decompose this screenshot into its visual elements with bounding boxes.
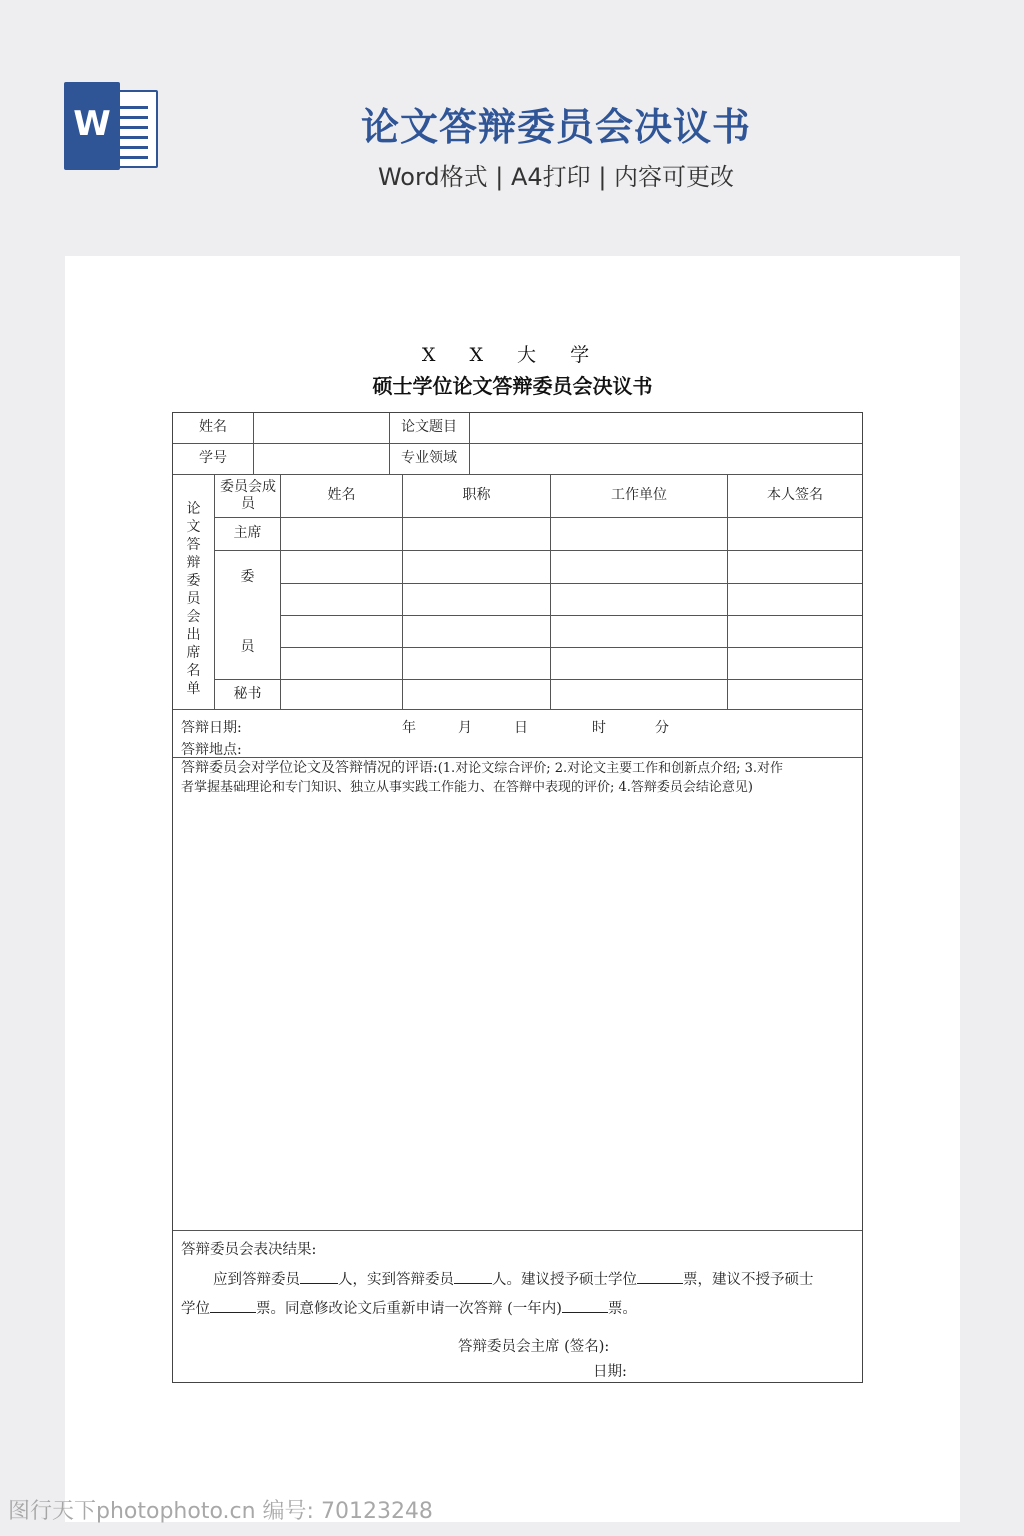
name-field[interactable] <box>254 413 389 443</box>
word-badge <box>64 82 120 170</box>
student-id-label: 学号 <box>199 450 227 467</box>
result-date-label: 日期: <box>593 1364 627 1380</box>
word-doc-icon <box>64 82 156 170</box>
column-header-title: 职称 <box>462 487 491 504</box>
date-year: 年 <box>402 720 416 736</box>
university-name: X X 大 学 <box>421 344 604 366</box>
blank-expected-members[interactable] <box>300 1271 338 1284</box>
comment-detail-2: 者掌握基础理论和专门知识、独立从事实践工作能力、在答辩中表现的评价; 4.答辩委员会结论意见) <box>181 780 753 795</box>
major-field[interactable] <box>470 444 862 474</box>
comment-detail-1: (1.对论文综合评价; 2.对论文主要工作和创新点介绍; 3.对作 <box>437 761 784 776</box>
blank-deny-votes[interactable] <box>210 1300 256 1313</box>
column-header-workplace: 工作单位 <box>611 487 667 504</box>
defense-location-label: 答辩地点: <box>181 742 242 758</box>
document-page <box>65 256 960 1522</box>
date-day: 日 <box>514 720 528 736</box>
role-member-2: 员 <box>240 639 255 656</box>
date-hour: 时 <box>592 720 606 736</box>
thesis-title-label: 论文题目 <box>401 419 457 436</box>
name-label: 姓名 <box>199 419 227 436</box>
word-letter: W <box>73 104 111 144</box>
page-title: 论文答辩委员会决议书 <box>360 105 751 149</box>
watermark-text: 图行天下photophoto.cn 编号: 70123248 <box>8 1499 433 1524</box>
role-chair: 主席 <box>233 525 262 542</box>
column-header-member: 委员会成员 <box>220 478 276 512</box>
comment-area[interactable] <box>173 805 862 1225</box>
major-label: 专业领域 <box>401 450 457 467</box>
defense-date-label: 答辩日期: <box>181 720 242 736</box>
resolution-form <box>172 412 863 1383</box>
date-month: 月 <box>458 720 472 736</box>
blank-present-members[interactable] <box>454 1271 492 1284</box>
column-header-name: 姓名 <box>327 487 356 504</box>
role-secretary: 秘书 <box>233 685 262 702</box>
blank-revise-votes[interactable] <box>562 1300 608 1313</box>
comment-lead: 答辩委员会对学位论文及答辩情况的评语: <box>181 760 438 776</box>
page-subtitle: Word格式 | A4打印 | 内容可更改 <box>377 163 735 191</box>
committee-comment <box>181 759 854 797</box>
chair-signature-label: 答辩委员会主席 (签名): <box>458 1339 610 1355</box>
role-member-1: 委 <box>240 569 255 586</box>
result-heading: 答辩委员会表决结果: <box>181 1242 317 1258</box>
date-minute: 分 <box>655 720 669 736</box>
result-line-2: 学位 票。同意修改论文后重新申请一次答辩 (一年内) 票。 <box>181 1301 637 1317</box>
thesis-title-field[interactable] <box>470 413 862 443</box>
result-line-1: 应到答辩委员 人，实到答辩委员 人。建议授予硕士学位 票，建议不授予硕士 <box>213 1272 814 1288</box>
document-title: 硕士学位论文答辩委员会决议书 <box>372 374 653 398</box>
committee-side-label: 论 文 答 辩 委 员 会 出 席 名 单 <box>186 501 201 697</box>
column-header-signature: 本人签名 <box>767 487 823 504</box>
blank-grant-votes[interactable] <box>637 1271 683 1284</box>
student-id-field[interactable] <box>254 444 389 474</box>
